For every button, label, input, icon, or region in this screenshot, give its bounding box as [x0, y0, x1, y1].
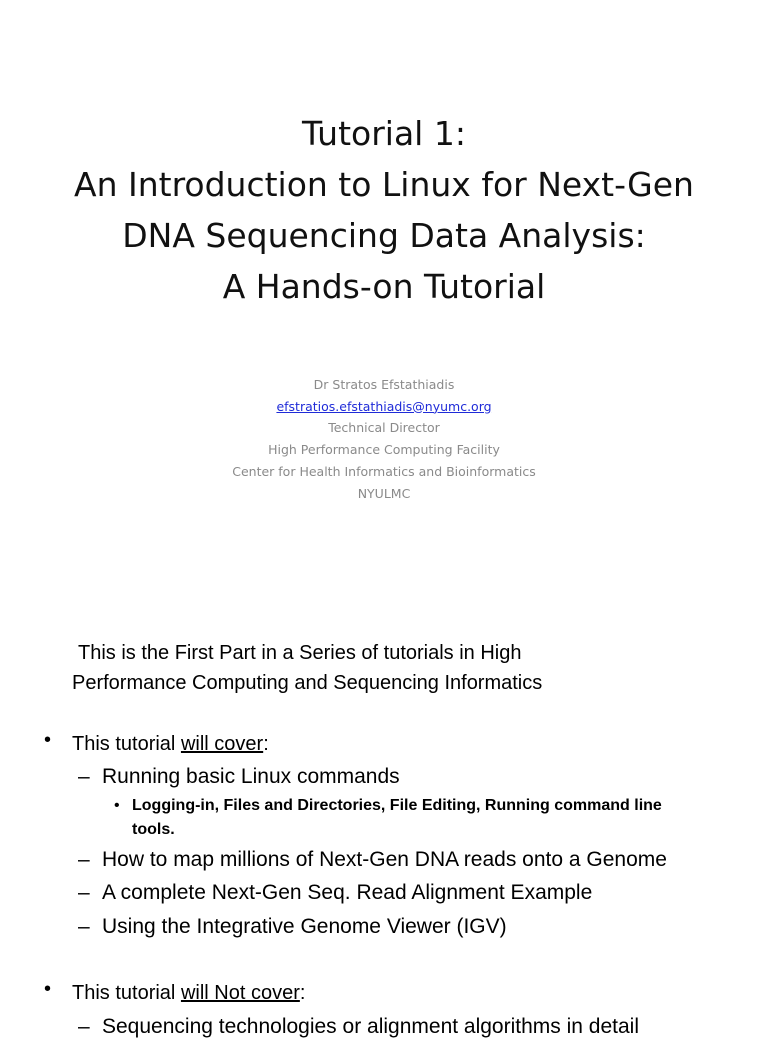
- bullet-icon: •: [114, 797, 120, 814]
- author-name: Dr Stratos Efstathiadis: [313, 377, 455, 392]
- cover-heading: [72, 729, 269, 759]
- slide-title: [20, 108, 748, 312]
- cover-item-3: A complete Next-Gen Seq. Read Alignment Example: [102, 881, 593, 904]
- cover-suffix: :: [263, 733, 269, 755]
- title-line-2: An Introduction to Linux for Next-Gen: [74, 165, 694, 204]
- intro-paragraph: [72, 638, 542, 698]
- dash-icon: –: [78, 881, 90, 904]
- dash-icon: –: [78, 848, 90, 871]
- cover-item-1-sub-line-2: tools.: [132, 821, 175, 838]
- not-cover-prefix: This tutorial: [72, 982, 181, 1004]
- cover-item-1-sub-line-1: Logging-in, Files and Directories, File Editing, Running command line: [132, 797, 662, 814]
- cover-item-1: Running basic Linux commands: [102, 765, 400, 788]
- title-line-4: A Hands-on Tutorial: [222, 267, 546, 306]
- title-line-1: Tutorial 1:: [302, 114, 466, 153]
- dash-icon: –: [78, 915, 90, 938]
- cover-item-2: How to map millions of Next-Gen DNA reads onto a Genome: [102, 848, 667, 871]
- author-email-link[interactable]: efstratios.efstathiadis@nyumc.org: [276, 398, 492, 414]
- author-role: Technical Director: [328, 420, 440, 436]
- dash-icon: –: [78, 765, 90, 788]
- intro-line-2: Performance Computing and Sequencing Informatics: [72, 672, 543, 694]
- intro-line-1: This is the First Part in a Series of tutorials in High: [78, 642, 522, 664]
- title-line-3: DNA Sequencing Data Analysis:: [122, 216, 646, 255]
- cover-emphasis: will cover: [180, 733, 264, 755]
- author-org: NYULMC: [357, 485, 411, 501]
- bullet-icon: •: [44, 729, 52, 751]
- author-center: Center for Health Informatics and Bioinformatics: [232, 463, 536, 479]
- not-cover-emphasis: will Not cover: [180, 982, 300, 1004]
- not-cover-item-1: Sequencing technologies or alignment algorithms in detail: [102, 1015, 639, 1038]
- content-slide: [0, 576, 768, 1038]
- not-cover-heading: [72, 978, 305, 1008]
- author-facility: High Performance Computing Facility: [268, 442, 500, 458]
- bullet-icon: •: [44, 978, 52, 1000]
- dash-icon: –: [78, 1015, 90, 1038]
- cover-item-4: Using the Integrative Genome Viewer (IGV): [102, 915, 507, 938]
- not-cover-suffix: :: [299, 982, 306, 1004]
- cover-prefix: This tutorial: [72, 733, 181, 755]
- author-block: [84, 374, 684, 504]
